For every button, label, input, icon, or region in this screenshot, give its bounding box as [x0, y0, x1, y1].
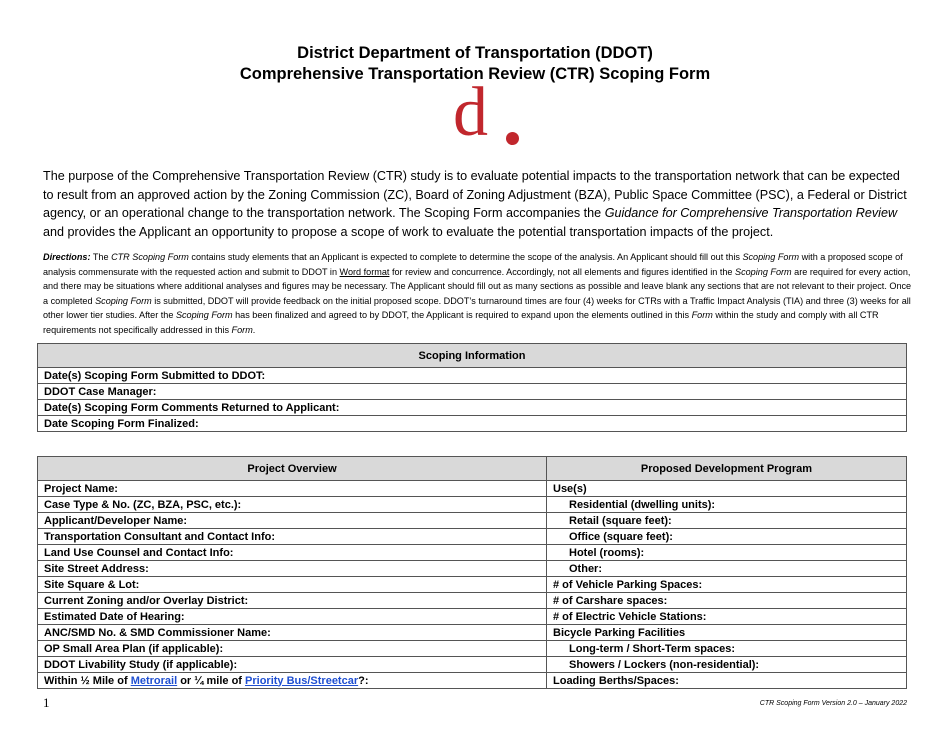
case-type-field[interactable]: Case Type & No. (ZC, BZA, PSC, etc.): [38, 497, 547, 513]
document-subtitle: Comprehensive Transportation Review (CTR) Scoping Form [239, 65, 711, 83]
scoping-information-table [37, 343, 907, 432]
small-area-plan-field[interactable]: OP Small Area Plan (if applicable): [38, 641, 547, 657]
transportation-consultant-field[interactable]: Transportation Consultant and Contact Info: [38, 529, 547, 545]
project-name-field[interactable]: Project Name: [38, 481, 547, 497]
vehicle-parking-field[interactable]: # of Vehicle Parking Spaces: [547, 577, 907, 593]
other-use-field[interactable]: Other: [547, 561, 907, 577]
hotel-field[interactable]: Hotel (rooms): [547, 545, 907, 561]
scoping-row-comments-returned[interactable]: Date(s) Scoping Form Comments Returned to Applicant: [38, 400, 907, 416]
long-short-term-field[interactable]: Long-term / Short-Term spaces: [547, 641, 907, 657]
word-format-link[interactable]: Word format [339, 266, 390, 277]
showers-lockers-field[interactable]: Showers / Lockers (non-residential): [547, 657, 907, 673]
metrorail-link[interactable]: Metrorail [130, 674, 178, 687]
residential-field[interactable]: Residential (dwelling units): [547, 497, 907, 513]
uses-field[interactable]: Use(s) [547, 481, 907, 497]
office-field[interactable]: Office (square feet): [547, 529, 907, 545]
retail-field[interactable]: Retail (square feet): [547, 513, 907, 529]
square-lot-field[interactable]: Site Square & Lot: [38, 577, 547, 593]
development-program-header: Proposed Development Program [547, 457, 907, 481]
land-use-counsel-field[interactable]: Land Use Counsel and Contact Info: [38, 545, 547, 561]
hearing-date-field[interactable]: Estimated Date of Hearing: [38, 609, 547, 625]
loading-berths-field[interactable]: Loading Berths/Spaces: [547, 673, 907, 689]
version-label: CTR Scoping Form Version 2.0 – January 2022 [759, 700, 907, 707]
page-number: 1 [43, 695, 50, 710]
site-address-field[interactable]: Site Street Address: [38, 561, 547, 577]
bicycle-parking-field[interactable]: Bicycle Parking Facilities [547, 625, 907, 641]
applicant-name-field[interactable]: Applicant/Developer Name: [38, 513, 547, 529]
project-overview-header: Project Overview [38, 457, 547, 481]
scoping-row-submitted[interactable]: Date(s) Scoping Form Submitted to DDOT: [38, 368, 907, 384]
ddot-logo [445, 74, 535, 154]
anc-smd-field[interactable]: ANC/SMD No. & SMD Commissioner Name: [38, 625, 547, 641]
logo-letter: d [453, 74, 488, 151]
livability-study-field[interactable]: DDOT Livability Study (if applicable): [38, 657, 547, 673]
project-overview-table [37, 456, 907, 689]
scoping-row-finalized[interactable]: Date Scoping Form Finalized: [38, 416, 907, 432]
zoning-field[interactable]: Current Zoning and/or Overlay District: [38, 593, 547, 609]
directions-paragraph: Directions: The CTR Scoping Form contains study elements that an Applicant is expected to complete to determine the scope of the analysis. An Applicant should fill out this Scoping Form with a proposed scope of analysis commensurate with the requested action and submit to DDOT in Word format for review and concurrence. Accordingly, not all elements and figures identified in the Scoping Form are required for every action, and there may be situations where additional analyses and figures may be necessary. The Applicant should fill out as many sections as possible and leave blank any sections that are not relevant to their project. Once a completed Scoping Form is submitted, DDOT will provide feedback on the initial proposed scope. DDOT’s turnaround times are four (4) weeks for CTRs with a Traffic Impact Analysis (TIA) and three (3) weeks for all other lower tier studies. After the Scoping Form has been finalized and agreed to by DDOT, the Applicant is required to expand upon the elements outlined in this Form within the study and comply with all CTR requirements not specifically addressed in this Form. [43, 252, 912, 335]
transit-proximity-field[interactable]: Within ½ Mile of Metrorail or ¼ mile of Priority Bus/Streetcar?: [38, 673, 547, 689]
intro-paragraph: The purpose of the Comprehensive Transportation Review (CTR) study is to evaluate potential impacts to the transportation network that can be expected to result from an approved action by the Zoning Commission (ZC), Board of Zoning Adjustment (BZA), Public Space Committee (PSC), a Federal or District agency, or an operational change to the transportation network. The Scoping Form accompanies the Guidance for Comprehensive Transportation Review and provides the Applicant an opportunity to propose a scope of work to evaluate the potential transportation impacts of the project. [43, 169, 907, 239]
scoping-row-case-manager[interactable]: DDOT Case Manager: [38, 384, 907, 400]
priority-bus-link[interactable]: Priority Bus/Streetcar [245, 674, 359, 687]
document-title: District Department of Transportation (DDOT) [297, 44, 653, 62]
logo-dot [506, 132, 519, 145]
scoping-header: Scoping Information [38, 344, 907, 368]
ev-stations-field[interactable]: # of Electric Vehicle Stations: [547, 609, 907, 625]
carshare-field[interactable]: # of Carshare spaces: [547, 593, 907, 609]
